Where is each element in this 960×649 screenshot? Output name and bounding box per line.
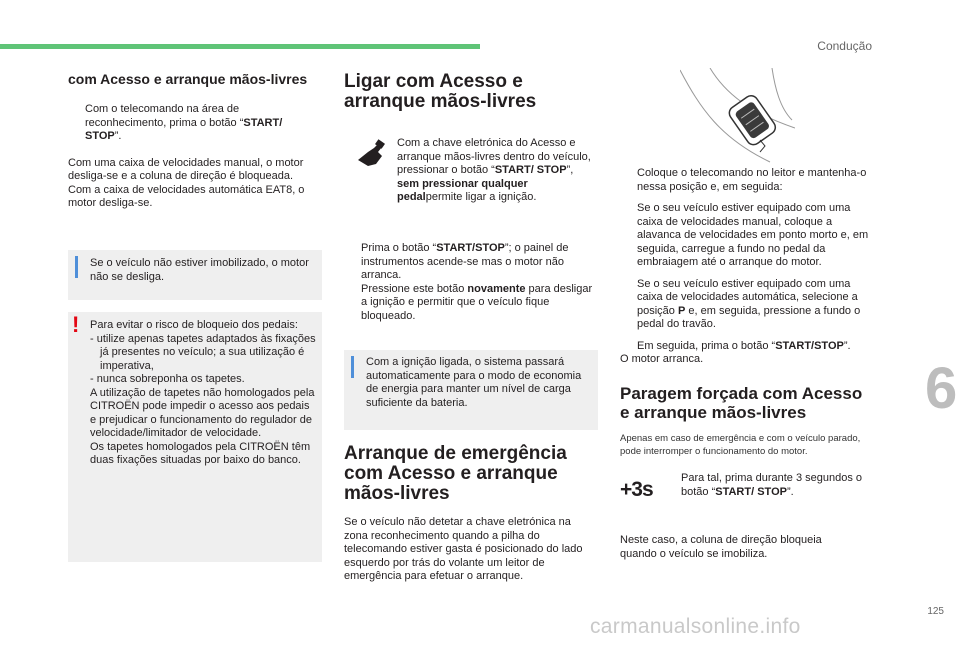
col2-bullets (344, 242, 596, 323)
col2-title-2: Arranque de emergência com Acesso e arranque mãos-livres (344, 443, 567, 504)
col1-warning-text: Para evitar o risco de bloqueio dos pedais: - utilize apenas tapetes adaptados às fixações já presentes no veículo; a sua utilização é imperativa, - nunca sobreponha os tapetes. A utilização de tapetes não homologados pela CITROËN pode impedir o acesso aos pedais e prejudicar o funcionamento do regulador de velocidade/limitador de velocidade. Os tapetes homologados pela CITROËN têm duas fixações situadas por baixo do banco. (90, 319, 316, 466)
col3-title: Paragem forçada com Acesso e arranque mãos-livres (620, 384, 863, 422)
info-icon (75, 256, 78, 278)
column-1 (68, 72, 318, 211)
col1-title: com Acesso e arranque mãos-livres (68, 71, 308, 87)
plus-3s-icon: +3s (620, 478, 653, 501)
info-icon (351, 356, 354, 378)
col2-info-box (344, 350, 598, 430)
chapter-number: 6 (925, 356, 958, 421)
col3-bullet-4: Em seguida, prima o botão “START/STOP”. (637, 339, 851, 352)
watermark: carmanualsonline.info (590, 615, 801, 638)
col2-para: Se o veículo não detetar a chave eletrónica na zona reconhecimento quando a pilha do telecomando estiver gasta é posicionado do lado esquerdo por trás do volante um leitor de emergência para efetuar o arranque. (344, 516, 583, 582)
page-number: 125 (927, 606, 944, 617)
column-2 (344, 72, 596, 112)
col3-bullet-5: Para tal, prima durante 3 segundos o botão “START/ STOP”. (681, 472, 863, 498)
col3-bullets (620, 167, 872, 367)
col1-info-box (68, 250, 322, 300)
col3-bullet-3: Se o seu veículo estiver equipado com uma caixa de velocidades automática, selecione a posição P e, em seguida, pressione a fundo o pedal do travão. (637, 277, 861, 330)
col2-bullet-2: Pressione este botão novamente para desligar a ignição e permitir que o veículo fique bloqueado. (361, 282, 593, 322)
emergency-reader-illustration (680, 68, 795, 163)
col3-para: Neste caso, a coluna de direção bloqueia quando o veículo se imobiliza. (620, 534, 822, 560)
col1-para-1: Com uma caixa de velocidades manual, o motor desliga-se e a coluna de direção é bloqueada. (68, 156, 304, 182)
col2-title: Ligar com Acesso e arranque mãos-livres (344, 71, 537, 112)
col1-warning-box (68, 312, 322, 562)
col1-para-2: Com a caixa de velocidades automática EAT8, o motor desliga-se. (68, 183, 305, 209)
col3-bullet-1: Coloque o telecomando no leitor e mantenha-o nessa posição e, em seguida: (637, 167, 867, 193)
col1-bullet-1: Com o telecomando na área de reconhecimento, prima o botão “START/ STOP”. (85, 103, 283, 142)
col3-result: O motor arranca. (620, 353, 704, 365)
warning-icon: ! (72, 312, 80, 337)
col2-info-text: Com a ignição ligada, o sistema passará automaticamente para o modo de economia de energia para manter um nível de carga suficiente da bateria. (366, 356, 582, 409)
col3-section (620, 384, 872, 458)
header-accent-bar (0, 44, 480, 49)
col1-info-text: Se o veículo não estiver imobilizado, o motor não se desliga. (90, 257, 309, 283)
col3-bullet-2: Se o seu veículo estiver equipado com uma caixa de velocidades manual, coloque a alavanca de velocidades em ponto morto e, em seguida, carregue a fundo no pedal da embraiagem até o arranque do motor. (637, 202, 869, 268)
col2-bullet-1: Prima o botão “START/STOP”; o painel de instrumentos acende-se mas o motor não arranca. (361, 242, 569, 281)
col2-intro: Com a chave eletrónica do Acesso e arranque mãos-livres dentro do veículo, pressionar o botão “START/ STOP”, sem pressionar qualquer pedalpermite ligar a ignição. (397, 137, 591, 203)
col2-section-2 (344, 444, 596, 584)
section-title: Condução (817, 39, 872, 53)
col3-subtitle: Apenas em caso de emergência e com o veículo parado, pode interromper o funcionamento do motor. (620, 433, 861, 457)
hand-button-icon (356, 138, 386, 168)
